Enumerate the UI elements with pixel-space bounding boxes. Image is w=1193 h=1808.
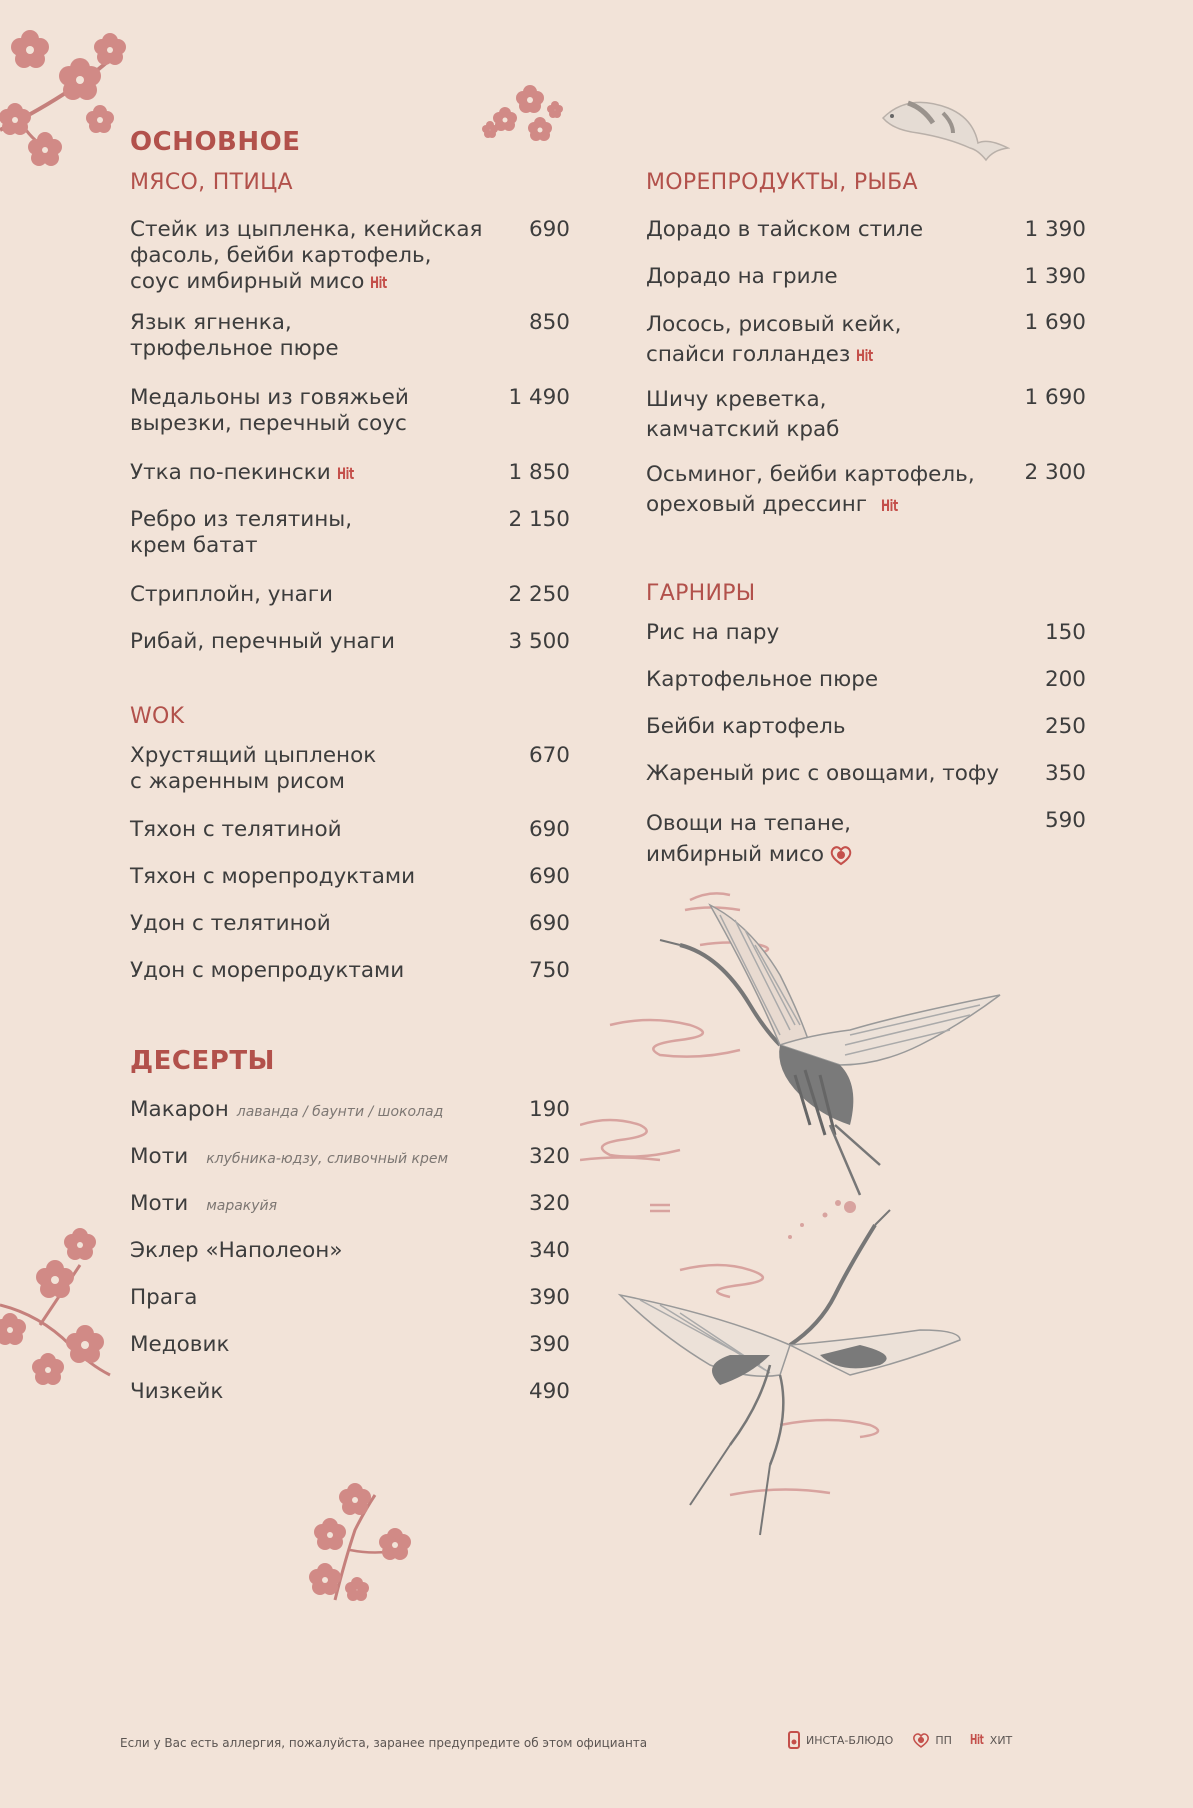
dessert-note: клубника-юдзу, сливочный крем — [206, 1151, 449, 1167]
item-price: 2 150 — [508, 507, 570, 532]
item-price: 2 250 — [508, 582, 570, 607]
hit-badge: Hit — [969, 1732, 984, 1748]
menu-item: Удон с морепродуктами 750 — [130, 958, 570, 983]
menu-item: Рис на пару 150 — [646, 620, 1086, 645]
meat-section-title: МЯСО, ПТИЦА — [130, 170, 293, 195]
sakura-branch-icon — [305, 1480, 415, 1605]
item-price: 1 690 — [1024, 310, 1086, 335]
legend — [786, 1730, 1030, 1750]
menu-item: Овощи на тепане, имбирный мисо 590 — [646, 808, 1086, 867]
dessert-item: Макарон лаванда / баунти / шоколад 190 — [130, 1097, 570, 1122]
hit-badge: Hit — [370, 273, 388, 292]
insta-dish-icon — [786, 1730, 802, 1750]
item-price: 150 — [1044, 620, 1086, 645]
menu-item: Язык ягненка, трюфельное пюре 850 — [130, 310, 570, 361]
sakura-branch-icon — [0, 10, 150, 175]
item-price: 320 — [528, 1144, 570, 1169]
legend-insta: ИНСТА-БЛЮДО — [786, 1730, 893, 1750]
menu-item: Дорадо в тайском стиле 1 390 — [646, 217, 1086, 242]
menu-item: Шичу креветка, камчатский краб 1 690 — [646, 385, 1086, 442]
dessert-item: Медовик 390 — [130, 1332, 570, 1357]
hit-badge: Hit — [881, 496, 898, 515]
legend-pp: ПП — [911, 1731, 952, 1749]
item-price: 590 — [1044, 808, 1086, 833]
koi-fish-icon — [878, 88, 1010, 170]
cloud-wave-icon — [580, 893, 878, 1495]
item-price: 690 — [528, 864, 570, 889]
item-price: 1 390 — [1024, 217, 1086, 242]
menu-item: Тяхон с телятиной 690 — [130, 817, 570, 842]
menu-item: Удон с телятиной 690 — [130, 911, 570, 936]
menu-item: Бейби картофель 250 — [646, 714, 1086, 739]
item-price: 750 — [528, 958, 570, 983]
item-price: 690 — [528, 911, 570, 936]
menu-item: Медальоны из говяжьей вырезки, перечный соус 1 490 — [130, 385, 570, 436]
item-price: 490 — [528, 1379, 570, 1404]
allergy-note: Если у Вас есть аллергия, пожалуйста, заранее предупредите об этом официанта — [120, 1736, 648, 1750]
menu-item: Тяхон с морепродуктами 690 — [130, 864, 570, 889]
menu-item: Хрустящий цыпленок с жаренным рисом 670 — [130, 743, 570, 794]
crane-icon — [580, 885, 1010, 1545]
wok-section-title: WOK — [130, 704, 185, 729]
menu-item: Утка по-пекински Hit 1 850 — [130, 460, 570, 485]
menu-item: Осьминог, бейби картофель, ореховый дрессинг Hit 2 300 — [646, 460, 1086, 520]
dessert-item: Чизкейк 490 — [130, 1379, 570, 1404]
menu-item: Стейк из цыпленка, кенийская фасоль, бейби картофель, соус имбирный мисо Hit 690 — [130, 217, 570, 294]
sakura-branch-icon — [0, 1225, 120, 1390]
menu-item: Лосось, рисовый кейк, спайси голландез Hit 1 690 — [646, 310, 1086, 370]
dessert-item: Прага 390 — [130, 1285, 570, 1310]
item-price: 340 — [528, 1238, 570, 1263]
menu-item: Ребро из телятины, крем батат 2 150 — [130, 507, 570, 558]
item-price: 250 — [1044, 714, 1086, 739]
dessert-note: маракуйя — [206, 1198, 278, 1214]
item-price: 390 — [528, 1332, 570, 1357]
item-price: 200 — [1044, 667, 1086, 692]
item-price: 350 — [1044, 761, 1086, 786]
menu-item: Картофельное пюре 200 — [646, 667, 1086, 692]
item-price: 3 500 — [508, 629, 570, 654]
menu-item: Стриплойн, унаги 2 250 — [130, 582, 570, 607]
dessert-item: Эклер «Наполеон» 340 — [130, 1238, 570, 1263]
hit-badge: Hit — [856, 346, 874, 365]
item-price: 670 — [528, 743, 570, 768]
dessert-item: Моти клубника-юдзу, сливочный крем 320 — [130, 1144, 570, 1169]
heart-pp-icon — [911, 1731, 931, 1749]
item-price: 690 — [528, 817, 570, 842]
item-price: 1 690 — [1024, 385, 1086, 410]
item-price: 390 — [528, 1285, 570, 1310]
seafood-section-title: МОРЕПРОДУКТЫ, РЫБА — [646, 170, 918, 195]
hit-badge: Hit — [336, 464, 354, 483]
item-price: 690 — [528, 217, 570, 242]
sakura-cluster-icon — [480, 80, 565, 155]
item-price: 1 850 — [508, 460, 570, 485]
item-price: 320 — [528, 1191, 570, 1216]
dessert-item: Моти маракуйя 320 — [130, 1191, 570, 1216]
heart-pp-icon — [828, 844, 854, 866]
menu-item: Жареный рис с овощами, тофу 350 — [646, 761, 1086, 786]
item-price: 190 — [528, 1097, 570, 1122]
dessert-note: лаванда / баунти / шоколад — [236, 1104, 444, 1120]
item-price: 2 300 — [1024, 460, 1086, 485]
garnish-section-title: ГАРНИРЫ — [646, 581, 756, 606]
item-price: 1 390 — [1024, 264, 1086, 289]
menu-item: Дорадо на гриле 1 390 — [646, 264, 1086, 289]
main-section-title: ОСНОВНОЕ — [130, 127, 301, 157]
item-price: 1 490 — [508, 385, 570, 410]
legend-hit: Hit ХИТ — [969, 1732, 1013, 1748]
item-price: 850 — [528, 310, 570, 335]
menu-item: Рибай, перечный унаги 3 500 — [130, 629, 570, 654]
desserts-section-title: ДЕСЕРТЫ — [130, 1046, 275, 1076]
